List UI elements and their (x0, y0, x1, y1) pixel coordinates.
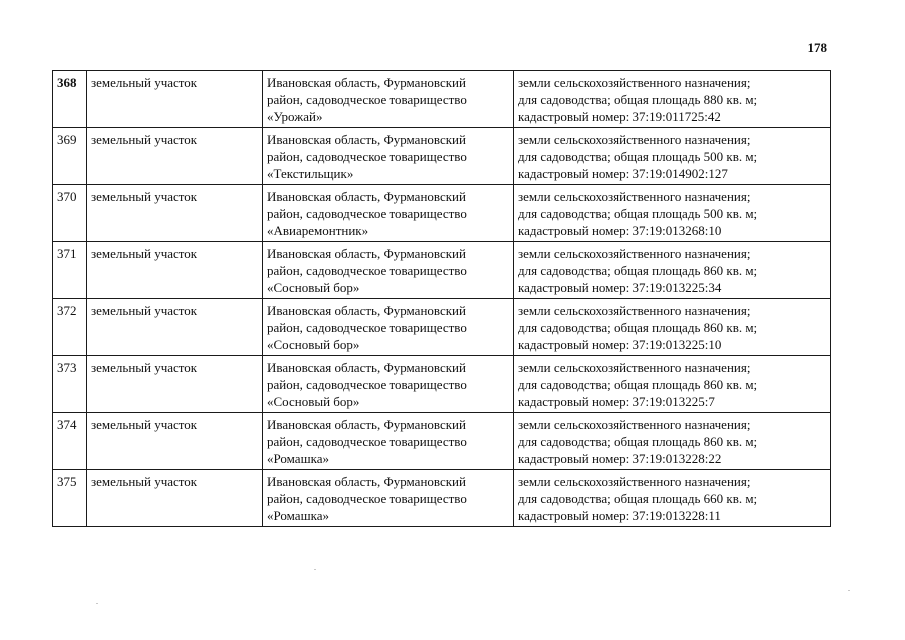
address-line: «Ромашка» (267, 451, 329, 466)
table-row (53, 299, 831, 356)
property-type-cell: земельный участок (87, 71, 263, 128)
description-line: земли сельскохозяйственного назначения; (518, 189, 751, 204)
row-number-cell: 374 (53, 413, 87, 470)
description-line: земли сельскохозяйственного назначения; (518, 75, 751, 90)
description-line: земли сельскохозяйственного назначения; (518, 474, 751, 489)
address-line: «Ромашка» (267, 508, 329, 523)
property-type-cell: земельный участок (87, 128, 263, 185)
address-line: район, садоводческое товарищество (267, 263, 467, 278)
address-line: «Урожай» (267, 109, 323, 124)
address-line: «Авиаремонтник» (267, 223, 369, 238)
description-cell (514, 470, 831, 527)
address-line: «Сосновый бор» (267, 280, 360, 295)
description-cell (514, 242, 831, 299)
address-line: «Сосновый бор» (267, 394, 360, 409)
address-line: Ивановская область, Фурмановский (267, 246, 466, 261)
property-type-cell: земельный участок (87, 413, 263, 470)
address-cell (263, 470, 514, 527)
table-row (53, 356, 831, 413)
description-cell (514, 413, 831, 470)
table-row (53, 470, 831, 527)
address-line: Ивановская область, Фурмановский (267, 132, 466, 147)
description-line: земли сельскохозяйственного назначения; (518, 417, 751, 432)
address-line: Ивановская область, Фурмановский (267, 417, 466, 432)
description-line: для садоводства; общая площадь 860 кв. м; (518, 377, 758, 392)
address-line: район, садоводческое товарищество (267, 92, 467, 107)
scan-speck (848, 590, 850, 591)
description-cell (514, 71, 831, 128)
description-line: кадастровый номер: 37:19:014902:127 (518, 166, 728, 181)
description-line: земли сельскохозяйственного назначения; (518, 360, 751, 375)
address-cell (263, 71, 514, 128)
description-line: для садоводства; общая площадь 860 кв. м; (518, 263, 758, 278)
description-cell (514, 299, 831, 356)
row-number-cell: 369 (53, 128, 87, 185)
description-cell (514, 128, 831, 185)
address-cell (263, 128, 514, 185)
table-row (53, 242, 831, 299)
address-line: район, садоводческое товарищество (267, 206, 467, 221)
property-type-cell: земельный участок (87, 242, 263, 299)
description-line: кадастровый номер: 37:19:013228:11 (518, 508, 721, 523)
address-line: район, садоводческое товарищество (267, 320, 467, 335)
description-line: для садоводства; общая площадь 500 кв. м; (518, 206, 758, 221)
description-line: для садоводства; общая площадь 860 кв. м; (518, 434, 758, 449)
description-line: кадастровый номер: 37:19:013225:10 (518, 337, 722, 352)
table-row (53, 185, 831, 242)
address-cell (263, 356, 514, 413)
address-cell (263, 299, 514, 356)
address-line: район, садоводческое товарищество (267, 377, 467, 392)
row-number-cell: 370 (53, 185, 87, 242)
address-line: район, садоводческое товарищество (267, 149, 467, 164)
address-line: Ивановская область, Фурмановский (267, 75, 466, 90)
scan-speck (96, 603, 98, 604)
address-cell (263, 413, 514, 470)
description-line: кадастровый номер: 37:19:011725:42 (518, 109, 721, 124)
row-number-cell: 375 (53, 470, 87, 527)
property-type-cell: земельный участок (87, 470, 263, 527)
description-line: для садоводства; общая площадь 880 кв. м; (518, 92, 758, 107)
description-line: кадастровый номер: 37:19:013225:34 (518, 280, 722, 295)
address-line: «Сосновый бор» (267, 337, 360, 352)
row-number-cell: 368 (53, 71, 87, 128)
address-line: район, садоводческое товарищество (267, 434, 467, 449)
description-line: земли сельскохозяйственного назначения; (518, 132, 751, 147)
property-type-cell: земельный участок (87, 299, 263, 356)
description-cell (514, 185, 831, 242)
description-line: для садоводства; общая площадь 500 кв. м; (518, 149, 758, 164)
table-row (53, 128, 831, 185)
address-cell (263, 242, 514, 299)
table-row (53, 413, 831, 470)
description-line: земли сельскохозяйственного назначения; (518, 303, 751, 318)
property-type-cell: земельный участок (87, 185, 263, 242)
description-line: для садоводства; общая площадь 860 кв. м; (518, 320, 758, 335)
description-line: кадастровый номер: 37:19:013268:10 (518, 223, 722, 238)
description-line: земли сельскохозяйственного назначения; (518, 246, 751, 261)
table-row (53, 71, 831, 128)
description-line: кадастровый номер: 37:19:013228:22 (518, 451, 722, 466)
description-cell (514, 356, 831, 413)
property-registry-table (52, 70, 831, 527)
description-line: кадастровый номер: 37:19:013225:7 (518, 394, 715, 409)
description-line: для садоводства; общая площадь 660 кв. м; (518, 491, 758, 506)
row-number-cell: 371 (53, 242, 87, 299)
row-number-cell: 373 (53, 356, 87, 413)
address-line: «Текстильщик» (267, 166, 354, 181)
address-line: район, садоводческое товарищество (267, 491, 467, 506)
row-number-cell: 372 (53, 299, 87, 356)
scan-speck (314, 569, 316, 570)
address-line: Ивановская область, Фурмановский (267, 360, 466, 375)
address-line: Ивановская область, Фурмановский (267, 474, 466, 489)
address-line: Ивановская область, Фурмановский (267, 189, 466, 204)
address-cell (263, 185, 514, 242)
address-line: Ивановская область, Фурмановский (267, 303, 466, 318)
property-type-cell: земельный участок (87, 356, 263, 413)
page-number: 178 (807, 40, 827, 55)
